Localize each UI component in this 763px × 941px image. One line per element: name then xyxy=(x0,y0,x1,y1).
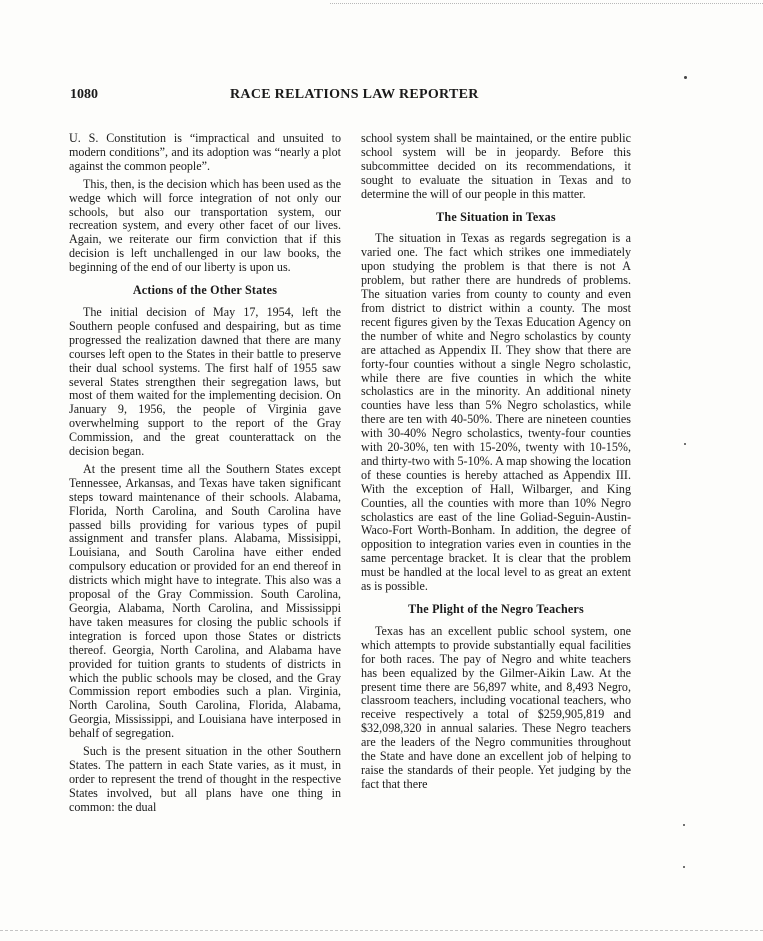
scan-speck xyxy=(684,76,687,79)
top-border-dots xyxy=(330,3,763,4)
scan-speck xyxy=(683,824,685,826)
running-title: RACE RELATIONS LAW REPORTER xyxy=(230,87,479,102)
paragraph: At the present time all the Southern States except Tennessee, Arkansas, and Texas have taken significant steps toward maintenance of their schools. Alabama, Florida, North Carolina, and South Carolina have passed bills providing for various types of pupil assignment and transfer plans. Alabama, Missisippi, Louisiana, and South Carolina have either ended compulsory education or provided for an end thereof in districts which might have to integrate. This also was a proposal of the Gray Commission. South Carolina, Georgia, Alabama, North Carolina, and Mississippi have taken measures for closing the public schools if integration is forced upon those States or districts thereof. Georgia, North Carolina, and Alabama have provided for tuition grants to students of districts in which the public schools may be closed, and the Gray Commission report embodies such a plan. Virginia, North Carolina, South Carolina, Florida, Alabama, Georgia, Mississippi, and Louisiana have interposed in behalf of segregation. xyxy=(69,461,341,741)
paragraph: The initial decision of May 17, 1954, left the Southern people confused and despairing, but as time progressed the realization dawned that there are many courses left open to the States in their battle to preserve their dual school systems. The first half of 1955 saw several States strengthen their segregation laws, but most of them waited for the implementing decision. On January 9, 1956, the people of Virginia gave overwhelming support to the report of the Gray Commission, and the great counterattack on the decision began. xyxy=(69,304,341,459)
paragraph: school system shall be maintained, or the entire public school system will be in jeopardy. Before this subcommittee decided on its recommendations, it sought to evaluate the situation in Texas and to determine the will of our people in this matter. xyxy=(361,131,631,201)
scan-speck xyxy=(684,443,686,445)
section-heading: Actions of the Other States xyxy=(132,283,278,298)
section-heading: The Plight of the Negro Teachers xyxy=(408,602,584,616)
page-header xyxy=(70,87,698,107)
paragraph: Such is the present situation in the other Southern States. The pattern in each State varies, as it must, in order to represent the trend of thought in the respective States involved, but all plans have one thing in common: the dual xyxy=(69,744,341,814)
section-heading: The Situation in Texas xyxy=(436,209,556,224)
page-number: 1080 xyxy=(70,87,98,102)
paragraph: This, then, is the decision which has been used as the wedge which will force integration of not only our schools, but also our transportation system, our recreation system, and every other facet of our lives. Again, we reiterate our firm conviction that if this decision is left unchallenged in our law books, the beginning of the end of our liberty is upon us. xyxy=(69,176,341,275)
paragraph: The situation in Texas as regards segregation is a varied one. The fact which strikes one immediately upon studying the problem is that there is not A problem, but rather there are hundreds of problems. The situation varies from county to county and even from district to district within a county. The most recent figures given by the Texas Education Agency on the number of white and Negro scholastics by county are attached as Appendix II. They show that there are forty-four counties without a single Negro scholastic, while there are five counties in which the white scholastics are in the minority. An additional ninety counties have less than 5% Negro scholastics, while there are ten with 40-50%. There are nineteen counties with 30-40% Negro scholastics, twenty-four counties with 20-30%, ten with 15-20%, twenty with 10-15%, and thirty-two with 5-10%. A map showing the location of these counties is hereby attached as Appendix III. With the exception of Hall, Wilbarger, and King Counties, all the counties with more than 10% Negro scholastics are east of the line Goliad-Seguin-Austin-Waco-Fort Worth-Bonham. In addition, the degree of opposition to integration varies even in counties in the same percentage bracket. It is clear that the problem must be handled at the local level to as great an extent as is possible. xyxy=(361,231,631,594)
paragraph: U. S. Constitution is “impractical and unsuited to modern conditions”, and its adoption was “nearly a plot against the common people”. xyxy=(69,131,341,173)
scan-speck xyxy=(683,866,685,868)
bottom-scan-edge xyxy=(0,930,763,931)
left-column xyxy=(69,132,341,819)
paragraph: Texas has an excellent public school system, one which attempts to provide substantially equal facilities for both races. The pay of Negro and white teachers has been equalized by the Gilmer-Aikin Law. At the present time there are 56,897 white, and 8,493 Negro, classroom teachers, including vocational teachers, who receive respectively a total of $259,905,819 and $32,098,320 in annual salaries. These Negro teachers are the leaders of the Negro communities throughout the State and have done an excellent job of helping to raise the standards of their people. Yet judging by the fact that there xyxy=(361,623,631,791)
right-column xyxy=(361,132,631,796)
